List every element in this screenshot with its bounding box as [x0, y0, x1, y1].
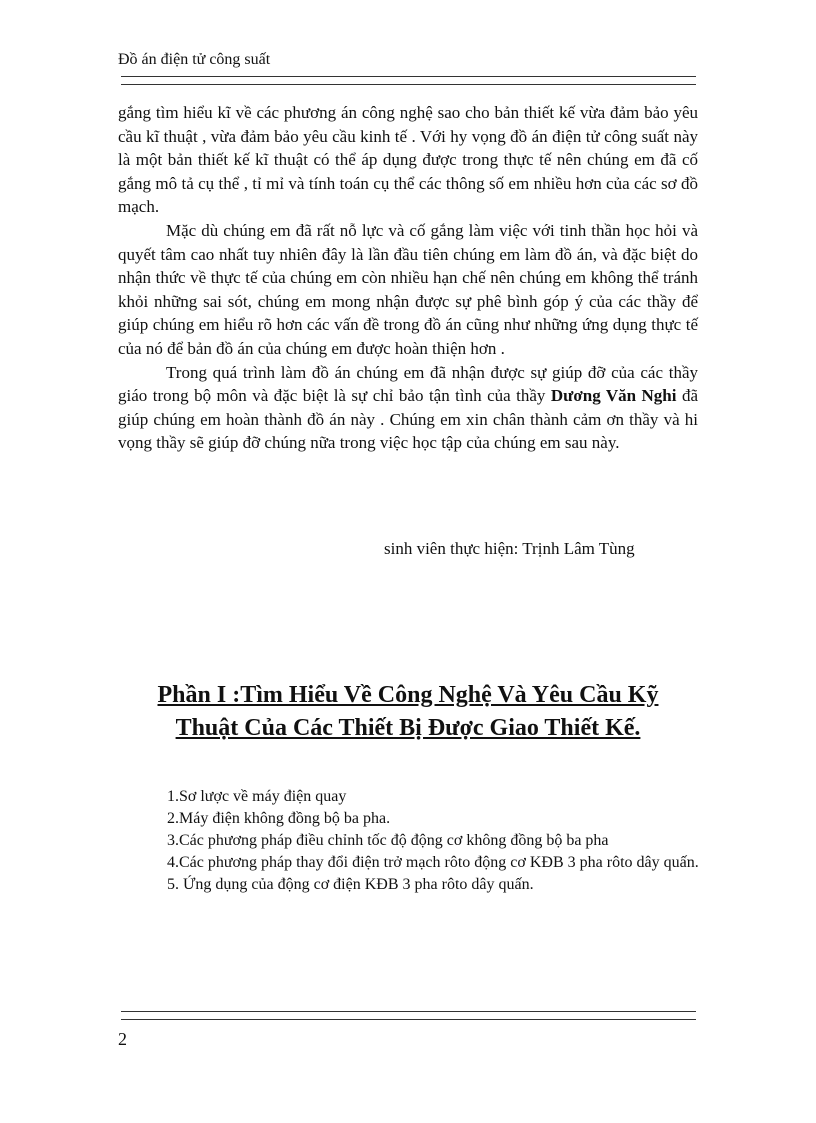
paragraph-3-text-after: đã giúp chúng em hoàn thành đồ án này . Chúng em xin chân thành cảm ơn thầy và hi vọng thầy sẽ giúp đỡ chúng nữa trong việc học tập của chúng em sau này. — [118, 386, 698, 453]
paragraph-1: gắng tìm hiểu kĩ về các phương án công nghệ sao cho bản thiết kế vừa đảm bảo yêu cầu kĩ thuật , vừa đảm bảo yêu cầu kinh tế . Với hy vọng đồ án điện tử công suất này là một bản thiết kế kĩ thuật có thể áp dụng được trong thực tế nên chúng em đã cố gắng mô tả cụ thể , tỉ mỉ và tính toán cụ thể các thông số em nhiều hơn của các sơ đồ mạch. — [118, 103, 698, 217]
paragraph-2: Mặc dù chúng em đã rất nỗ lực và cố gắng làm việc với tinh thần học hỏi và quyết tâm cao nhất tuy nhiên đây là lần đầu tiên chúng em làm đồ án, và đặc biệt do nhận thức về thực tế của chúng em còn nhiều hạn chế nên chúng em không thể tránh khỏi những sai sót, chúng em mong nhận được sự phê bình góp ý của các thầy để giúp chúng em hiểu rõ hơn các vấn đề trong đồ án cũng như những ứng dụng thực tế của nó để bản đồ án của chúng em được hoàn thiện hơn . — [118, 220, 698, 358]
paragraph-3 — [118, 361, 698, 455]
page-header-title: Đồ án điện tử công suất — [118, 51, 271, 68]
footer-divider — [121, 1011, 696, 1020]
list-item: 2.Máy điện không đồng bộ ba pha. — [167, 810, 391, 827]
list-item: 5. Ứng dụng của động cơ điện KĐB 3 pha rôto dây quấn. — [167, 876, 534, 893]
section-outline-list — [167, 786, 727, 896]
list-item: 4.Các phương pháp thay đổi điện trở mạch rôto động cơ KĐB 3 pha rôto dây quấn. — [167, 854, 699, 871]
header-divider — [121, 76, 696, 85]
list-item: 1.Sơ lược về máy điện quay — [167, 788, 347, 805]
section-heading — [100, 679, 716, 745]
section-heading-line-2: Thuật Của Các Thiết Bị Được Giao Thiết Kế. — [175, 715, 641, 741]
body-text — [118, 101, 698, 455]
signature: sinh viên thực hiện: Trịnh Lâm Tùng — [384, 539, 635, 558]
paragraph-3-text-before: Trong quá trình làm đồ án chúng em đã nhận được sự giúp đỡ của các thầy giáo trong bộ môn và đặc biệt là sự chỉ bảo tận tình của thầy — [118, 362, 698, 406]
advisor-name: Dương Văn Nghi — [550, 386, 677, 406]
section-heading-line-1: Phần I :Tìm Hiểu Về Công Nghệ Và Yêu Cầu Kỹ — [157, 682, 659, 708]
list-item: 3.Các phương pháp điều chỉnh tốc độ động cơ không đồng bộ ba pha — [167, 832, 609, 849]
page-number: 2 — [118, 1029, 127, 1049]
